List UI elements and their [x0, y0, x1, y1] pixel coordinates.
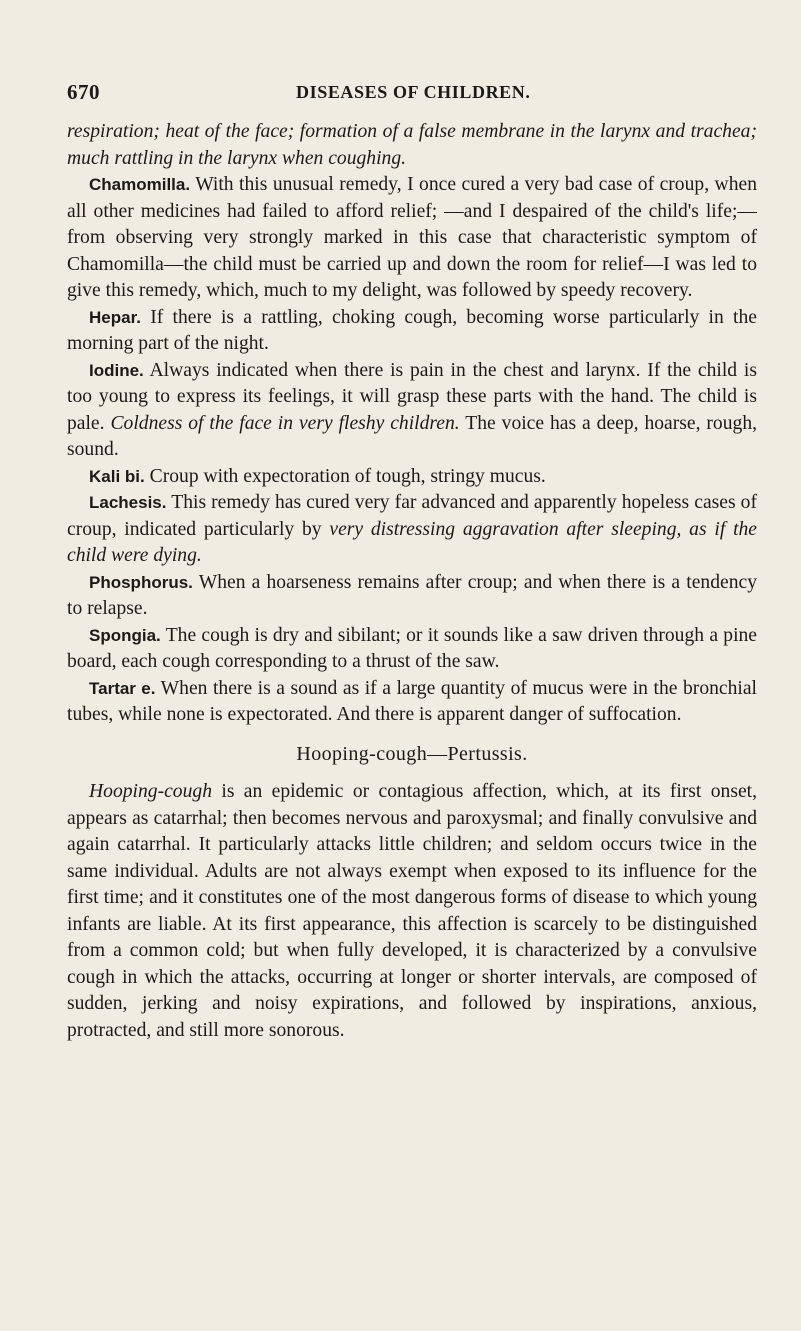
page-header	[67, 80, 757, 106]
remedy-text: Always indicated when there is pain in the chest and larynx. If the child is too young to express its feelings, it will grasp these parts with the hand. The child is pale.	[67, 359, 757, 434]
section-gap	[67, 729, 757, 741]
remedy-spongia	[67, 623, 757, 676]
remedy-kali-bi	[67, 464, 757, 491]
remedy-name: Tartar e.	[89, 678, 156, 698]
remedy-hepar	[67, 305, 757, 358]
remedy-text-after: The voice has a deep, hoarse, rough, sound.	[67, 412, 758, 460]
remedy-italic-text: Coldness of the face in very fleshy children.	[110, 412, 460, 434]
remedy-text: With this unusual remedy, I once cured a very bad case of croup, when all other medicines had failed to afford relief; —and I despaired of the child's life;—from observing very strongly marked in this case that characteristic symptom of Chamomilla—the child must be carried up and down the room for relief—I was led to give this remedy, which, much to my delight, was followed by speedy recovery.	[67, 174, 757, 301]
remedy-name: Spongia.	[89, 625, 161, 645]
remedy-name: Lachesis.	[89, 493, 167, 512]
page-number: 670	[67, 80, 100, 104]
section-paragraph	[67, 779, 757, 1044]
intro-italic-text: respiration; heat of the face; formation of a false membrane in the larynx and trachea; much rattling in the larynx when coughing.	[67, 121, 757, 169]
remedy-tartar-e	[67, 676, 757, 729]
remedy-name: Phosphorus.	[89, 572, 193, 592]
remedy-phosphorus	[67, 570, 757, 623]
remedy-text: This remedy has cured very far advanced and apparently hopeless cases of croup, indicated particularly by	[67, 492, 757, 540]
remedy-iodine	[67, 358, 757, 464]
section-heading: Hooping-cough—Pertussis.	[296, 742, 528, 765]
remedy-chamomilla	[67, 172, 757, 305]
section-gap	[67, 767, 757, 779]
remedy-name: Iodine.	[89, 360, 144, 380]
section-paragraph-text: is an epidemic or contagious affection, which, at its first onset, appears as catarrhal; then becomes nervous and paroxysmal; and finally convulsive and again catarrhal. It particularly attacks little children; and seldom occurs twice in the same individual. Adults are not always exempt when exposed to its influence for the first time; and it constitutes one of the most dangerous forms of disease to which young infants are liable. At its first appearance, this affection is scarcely to be distinguished from a common cold; but when fully developed, it is characterized by a convulsive cough in which the attacks, occurring at longer or shorter intervals, are composed of sudden, jerking and noisy expirations, and followed by inspirations, anxious, protracted, and still more sonorous.	[67, 781, 757, 1041]
page-body	[67, 119, 757, 1044]
remedy-name: Hepar.	[89, 307, 141, 327]
remedy-name: Kali bi.	[89, 466, 145, 486]
remedy-name: Chamomilla.	[89, 175, 191, 194]
remedy-text: The cough is dry and sibilant; or it sounds like a saw driven through a pine board, each cough corresponding to a thrust of the saw.	[67, 624, 758, 672]
remedy-lachesis	[67, 490, 757, 570]
remedy-text: When a hoarseness remains after croup; and when there is a tendency to relapse.	[67, 571, 757, 619]
remedy-italic-text: very distressing aggravation after sleeping, as if the child were dying.	[67, 518, 758, 566]
running-head: DISEASES OF CHILDREN.	[296, 82, 531, 102]
section-lead-italic: Hooping-cough	[89, 781, 212, 802]
remedy-text: When there is a sound as if a large quantity of mucus were in the bronchial tubes, while none is expectorated. And there is apparent danger of suffocation.	[67, 677, 757, 725]
intro-paragraph	[67, 119, 757, 172]
remedy-text: Croup with expectoration of tough, stringy mucus.	[149, 465, 546, 487]
remedy-text: If there is a rattling, choking cough, becoming worse particularly in the morning part of the night.	[67, 306, 757, 354]
